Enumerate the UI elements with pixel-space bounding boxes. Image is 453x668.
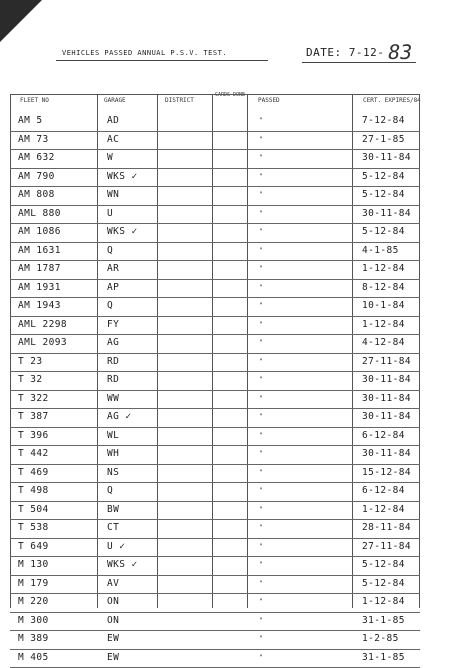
fleet-no-cell: AM 1086 xyxy=(18,226,61,237)
cert-expiry-cell: 30-11-84 xyxy=(362,374,411,385)
fleet-no-cell: T 649 xyxy=(18,541,49,552)
passed-cell: " xyxy=(259,580,263,587)
table-row xyxy=(10,427,420,447)
date-year: 83 xyxy=(386,40,414,64)
garage-cell: WKS ✓ xyxy=(107,559,138,570)
cert-expiry-cell: 1-12-84 xyxy=(362,263,405,274)
passed-cell: " xyxy=(259,154,263,161)
table-row xyxy=(10,371,420,391)
garage-cell: FY xyxy=(107,319,119,330)
garage-cell: CT xyxy=(107,522,119,533)
fleet-no-cell: T 538 xyxy=(18,522,49,533)
fleet-no-cell: T 498 xyxy=(18,485,49,496)
garage-cell: AR xyxy=(107,263,119,274)
table-row xyxy=(10,112,420,132)
scan-corner-shadow xyxy=(0,0,42,42)
cert-expiry-cell: 1-12-84 xyxy=(362,504,405,515)
garage-cell: WKS ✓ xyxy=(107,226,138,237)
title-underline xyxy=(56,60,268,61)
fleet-no-cell: T 504 xyxy=(18,504,49,515)
passed-cell: " xyxy=(259,302,263,309)
col-header-garage: GARAGE xyxy=(104,97,126,104)
passed-cell: " xyxy=(259,339,263,346)
fleet-no-cell: M 220 xyxy=(18,596,49,607)
table-row xyxy=(10,149,420,169)
passed-cell: " xyxy=(259,654,263,661)
table-row xyxy=(10,556,420,576)
table-row xyxy=(10,131,420,151)
fleet-no-cell: T 396 xyxy=(18,430,49,441)
table-row xyxy=(10,408,420,428)
cert-expiry-cell: 30-11-84 xyxy=(362,411,411,422)
garage-cell: W xyxy=(107,152,113,163)
garage-cell: AC xyxy=(107,134,119,145)
passed-cell: " xyxy=(259,487,263,494)
table-row xyxy=(10,168,420,188)
garage-cell: Q xyxy=(107,300,113,311)
passed-cell: " xyxy=(259,117,263,124)
passed-cell: " xyxy=(259,543,263,550)
cert-expiry-cell: 30-11-84 xyxy=(362,208,411,219)
fleet-no-cell: T 442 xyxy=(18,448,49,459)
col-header-district: DISTRICT xyxy=(165,97,194,104)
passed-cell: " xyxy=(259,598,263,605)
fleet-no-cell: M 130 xyxy=(18,559,49,570)
passed-cell: " xyxy=(259,228,263,235)
col-header-fleet-no: FLEET NO xyxy=(20,97,49,104)
fleet-no-cell: AM 632 xyxy=(18,152,55,163)
table-row xyxy=(10,297,420,317)
table-row xyxy=(10,242,420,262)
col-header-cards-done: CARDS DONE xyxy=(214,92,246,98)
passed-cell: " xyxy=(259,432,263,439)
cert-expiry-cell: 7-12-84 xyxy=(362,115,405,126)
sheet-title: VEHICLES PASSED ANNUAL P.S.V. TEST. xyxy=(62,49,227,57)
passed-cell: " xyxy=(259,506,263,513)
table-row xyxy=(10,205,420,225)
table-row xyxy=(10,390,420,410)
garage-cell: WKS ✓ xyxy=(107,171,138,182)
garage-cell: Q xyxy=(107,485,113,496)
table-row xyxy=(10,464,420,484)
fleet-no-cell: AM 1943 xyxy=(18,300,61,311)
passed-cell: " xyxy=(259,635,263,642)
cert-expiry-cell: 27-11-84 xyxy=(362,541,411,552)
fleet-no-cell: T 387 xyxy=(18,411,49,422)
garage-cell: AG xyxy=(107,337,119,348)
garage-cell: BW xyxy=(107,504,119,515)
table-row xyxy=(10,519,420,539)
table-row xyxy=(10,482,420,502)
fleet-no-cell: M 405 xyxy=(18,652,49,663)
fleet-no-cell: T 23 xyxy=(18,356,42,367)
cert-expiry-cell: 10-1-84 xyxy=(362,300,405,311)
fleet-no-cell: AM 1631 xyxy=(18,245,61,256)
cert-expiry-cell: 5-12-84 xyxy=(362,559,405,570)
table-row xyxy=(10,445,420,465)
cert-expiry-cell: 6-12-84 xyxy=(362,485,405,496)
garage-cell: WH xyxy=(107,448,119,459)
garage-cell: EW xyxy=(107,652,119,663)
passed-cell: " xyxy=(259,413,263,420)
fleet-no-cell: T 322 xyxy=(18,393,49,404)
date-underline xyxy=(302,62,416,63)
table-row xyxy=(10,612,420,632)
cert-expiry-cell: 28-11-84 xyxy=(362,522,411,533)
fleet-no-cell: AM 1787 xyxy=(18,263,61,274)
cert-expiry-cell: 8-12-84 xyxy=(362,282,405,293)
cert-expiry-cell: 5-12-84 xyxy=(362,578,405,589)
cert-expiry-cell: 4-12-84 xyxy=(362,337,405,348)
fleet-no-cell: AM 808 xyxy=(18,189,55,200)
passed-cell: " xyxy=(259,469,263,476)
cert-expiry-cell: 30-11-84 xyxy=(362,152,411,163)
fleet-no-cell: T 469 xyxy=(18,467,49,478)
garage-cell: EW xyxy=(107,633,119,644)
passed-cell: " xyxy=(259,524,263,531)
cert-expiry-cell: 15-12-84 xyxy=(362,467,411,478)
garage-cell: AG ✓ xyxy=(107,411,131,422)
cert-expiry-cell: 6-12-84 xyxy=(362,430,405,441)
fleet-no-cell: M 389 xyxy=(18,633,49,644)
garage-cell: WW xyxy=(107,393,119,404)
cert-expiry-cell: 5-12-84 xyxy=(362,189,405,200)
cert-expiry-cell: 27-1-85 xyxy=(362,134,405,145)
grid-top-border xyxy=(10,94,420,95)
table-row xyxy=(10,593,420,613)
fleet-no-cell: AM 73 xyxy=(18,134,49,145)
garage-cell: ON xyxy=(107,596,119,607)
passed-cell: " xyxy=(259,450,263,457)
cert-expiry-cell: 31-1-85 xyxy=(362,652,405,663)
fleet-no-cell: M 300 xyxy=(18,615,49,626)
cert-expiry-cell: 4-1-85 xyxy=(362,245,399,256)
cert-expiry-cell: 30-11-84 xyxy=(362,393,411,404)
fleet-no-cell: AML 2298 xyxy=(18,319,67,330)
garage-cell: RD xyxy=(107,374,119,385)
passed-cell: " xyxy=(259,247,263,254)
cert-expiry-cell: 31-1-85 xyxy=(362,615,405,626)
passed-cell: " xyxy=(259,395,263,402)
garage-cell: AP xyxy=(107,282,119,293)
passed-cell: " xyxy=(259,284,263,291)
table-row xyxy=(10,334,420,354)
table-row xyxy=(10,501,420,521)
table-row xyxy=(10,538,420,558)
garage-cell: WN xyxy=(107,189,119,200)
fleet-no-cell: T 32 xyxy=(18,374,42,385)
passed-cell: " xyxy=(259,358,263,365)
passed-cell: " xyxy=(259,210,263,217)
garage-cell: U xyxy=(107,208,113,219)
cert-expiry-cell: 1-12-84 xyxy=(362,319,405,330)
passed-cell: " xyxy=(259,376,263,383)
table-row xyxy=(10,186,420,206)
passed-cell: " xyxy=(259,321,263,328)
garage-cell: AD xyxy=(107,115,119,126)
passed-cell: " xyxy=(259,617,263,624)
garage-cell: Q xyxy=(107,245,113,256)
table-row xyxy=(10,316,420,336)
cert-expiry-cell: 5-12-84 xyxy=(362,226,405,237)
col-header-cert-expiry: CERT. EXPIRES/84 xyxy=(363,97,421,104)
table-row xyxy=(10,223,420,243)
passed-cell: " xyxy=(259,191,263,198)
table-row xyxy=(10,260,420,280)
fleet-no-cell: AM 790 xyxy=(18,171,55,182)
passed-cell: " xyxy=(259,173,263,180)
garage-cell: U ✓ xyxy=(107,541,125,552)
passed-cell: " xyxy=(259,136,263,143)
table-row xyxy=(10,279,420,299)
fleet-no-cell: M 179 xyxy=(18,578,49,589)
garage-cell: NS xyxy=(107,467,119,478)
garage-cell: AV xyxy=(107,578,119,589)
fleet-no-cell: AML 880 xyxy=(18,208,61,219)
sheet-date: DATE: 7-12- xyxy=(306,46,384,59)
table-row xyxy=(10,575,420,595)
cert-expiry-cell: 27-11-84 xyxy=(362,356,411,367)
passed-cell: " xyxy=(259,265,263,272)
garage-cell: WL xyxy=(107,430,119,441)
garage-cell: ON xyxy=(107,615,119,626)
table-row xyxy=(10,353,420,373)
fleet-no-cell: AML 2093 xyxy=(18,337,67,348)
cert-expiry-cell: 1-2-85 xyxy=(362,633,399,644)
table-row xyxy=(10,649,420,668)
col-header-passed: PASSED xyxy=(258,97,280,104)
garage-cell: RD xyxy=(107,356,119,367)
fleet-no-cell: AM 1931 xyxy=(18,282,61,293)
cert-expiry-cell: 5-12-84 xyxy=(362,171,405,182)
cert-expiry-cell: 1-12-84 xyxy=(362,596,405,607)
passed-cell: " xyxy=(259,561,263,568)
fleet-no-cell: AM 5 xyxy=(18,115,42,126)
cert-expiry-cell: 30-11-84 xyxy=(362,448,411,459)
